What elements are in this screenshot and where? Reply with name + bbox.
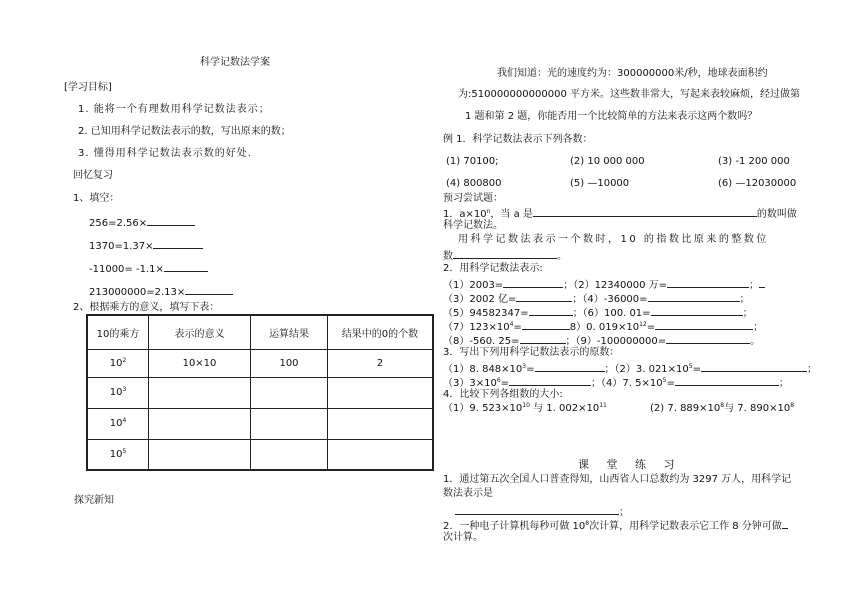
goals-heading: [学习目标]: [64, 82, 112, 93]
answer-blank[interactable]: [655, 318, 753, 330]
q2-row: （3）2002 亿= ；（4）-36000= ；: [443, 290, 750, 307]
practice-item: 次计算。: [443, 532, 483, 543]
practice-heading: 课 堂 练 习: [578, 458, 682, 471]
answer-blank[interactable]: [453, 247, 557, 259]
q1-line: 1．$a\times 10^n$，当 a 是 的数叫做: [443, 205, 797, 222]
meaning-cell: 10×10: [149, 349, 251, 377]
q1-line: 科学记数法。: [443, 220, 503, 231]
result-cell[interactable]: [251, 377, 328, 408]
q2-row: （5）94582347= ；（6）100. 01= ；: [443, 304, 753, 321]
intro-line: 为:510000000000000 平方米。这些数非常大，写起来表较麻烦，经过做第: [458, 89, 800, 100]
answer-blank[interactable]: [535, 360, 605, 372]
answer-blank[interactable]: [520, 332, 566, 344]
practice-item: 2．一种电子计算机每秒可做 $10^8$次计算，用科学记数表示它工作 8 分钟可做: [443, 517, 788, 534]
practice-item: 1．通过第五次全国人口普查得知，山西省人口总数约为 3297 万人，用科学记: [443, 474, 792, 485]
result-cell: 100: [251, 349, 328, 377]
intro-line: 我们知道：光的速度约为：300000000米/秒，地球表面积约: [497, 68, 768, 79]
table-row: [87, 349, 433, 377]
fill-item: -11000= -1.1×: [89, 260, 208, 277]
example-heading: 例 1．科学记数法表示下列各数：: [443, 134, 593, 145]
answer-blank[interactable]: [522, 318, 570, 330]
result-cell[interactable]: [251, 408, 328, 439]
q2-row: $(7)123\times 10^4= 8)0$. $019\times 10^{12}=$ ；: [443, 318, 763, 335]
meaning-cell[interactable]: [149, 377, 251, 408]
zeros-cell: 2: [328, 349, 434, 377]
q1-line: 数 。: [443, 247, 567, 264]
answer-blank[interactable]: [185, 283, 233, 295]
review-heading: 回忆复习: [73, 170, 113, 181]
power-cell: $10^3$: [87, 377, 149, 408]
page-title: 科学记数法学案: [200, 57, 270, 68]
example-item: (1) 70100;: [446, 156, 499, 167]
practice-item: 数法表示是: [443, 488, 493, 499]
q4-item: （1）9. $523\times 10^{10}$ 与 1. $002\times 10^{11}$: [443, 402, 607, 414]
q3-row: （1）8. $848\times 10^3=$ ；（2）3. $021\times 10^5=$ ；: [443, 360, 817, 377]
zeros-cell[interactable]: [328, 439, 434, 470]
q2-row: （1）2003= ；（2）12340000 万= ；: [443, 276, 765, 293]
table-row: [87, 439, 433, 470]
answer-blank[interactable]: [701, 360, 807, 372]
answer-blank[interactable]: [516, 290, 572, 302]
preview-heading: 预习尝试题：: [443, 193, 503, 204]
example-item: (5) —10000: [570, 178, 630, 189]
q4-heading: 4．比较下列各组数的大小:: [443, 389, 563, 400]
answer-blank[interactable]: [455, 503, 619, 515]
fill-item: 256=2.56×: [89, 214, 195, 231]
answer-blank[interactable]: [651, 304, 743, 316]
result-cell[interactable]: [251, 439, 328, 470]
explore-heading: 探究新知: [74, 495, 114, 506]
answer-blank[interactable]: [164, 260, 208, 272]
answer-blank[interactable]: [503, 276, 563, 288]
fill-item: 1370=1.37×: [89, 237, 203, 254]
answer-blank[interactable]: [529, 304, 573, 316]
meaning-cell[interactable]: [149, 439, 251, 470]
table-header: 10的乘方: [87, 315, 149, 349]
example-item: (4) 800800: [446, 178, 502, 189]
table-heading: 2、根据乘方的意义，填写下表：: [73, 302, 220, 313]
q3-row: $(3)3\times 10^6=$ ；（4）7. $5\times 10^5=$ ；: [443, 374, 789, 391]
answer-blank[interactable]: [533, 205, 757, 217]
answer-blank[interactable]: [782, 517, 788, 529]
answer-blank[interactable]: [648, 290, 740, 302]
table-row: [87, 408, 433, 439]
example-item: (2) 10 000 000: [570, 156, 645, 167]
fill-item: 213000000=2.13×: [89, 283, 233, 300]
answer-blank[interactable]: [509, 374, 591, 386]
example-item: (3) -1 200 000: [718, 156, 790, 167]
zeros-cell[interactable]: [328, 377, 434, 408]
practice-item: ；: [455, 503, 629, 520]
q2-row: （8）-560. 25= ；（9）-100000000= 。: [443, 332, 760, 349]
q1-line: 用科学记数法表示一个数时，10 的指数比原来的整数位: [458, 234, 769, 245]
intro-line: 1 题和第 2 题，你能否用一个比较简单的方法来表示这两个数吗？: [465, 111, 758, 122]
example-item: (6) —12030000: [718, 178, 797, 189]
q3-heading: 3．写出下列用科学记数法表示的原数：: [443, 347, 620, 358]
table-row: [87, 377, 433, 408]
meaning-cell[interactable]: [149, 408, 251, 439]
power-cell: $10^5$: [87, 439, 149, 470]
answer-blank[interactable]: [667, 276, 749, 288]
goal-item: 1. 能将一个有理数用科学记数法表示；: [78, 104, 270, 115]
q4-item: (2) 7. $889\times 10^8$与 7. $890\times 10^8$: [650, 402, 795, 414]
power-cell: $10^2$: [87, 349, 149, 377]
table-header: 表示的意义: [149, 315, 251, 349]
answer-blank[interactable]: [147, 214, 195, 226]
answer-blank[interactable]: [675, 374, 779, 386]
zeros-cell[interactable]: [328, 408, 434, 439]
answer-blank[interactable]: [666, 332, 750, 344]
goal-item: 2. 已知用科学记数法表示的数，写出原来的数；: [78, 126, 291, 137]
table-header: 结果中的0的个数: [328, 315, 434, 349]
fill-heading: 1、填空：: [73, 193, 120, 204]
answer-blank[interactable]: [153, 237, 203, 249]
powers-table: [86, 314, 434, 471]
power-cell: $10^4$: [87, 408, 149, 439]
table-header: 运算结果: [251, 315, 328, 349]
q2-heading: 2．用科学记数法表示:: [443, 263, 543, 274]
goal-item: 3. 懂得用科学记数法表示数的好处.: [78, 148, 252, 159]
